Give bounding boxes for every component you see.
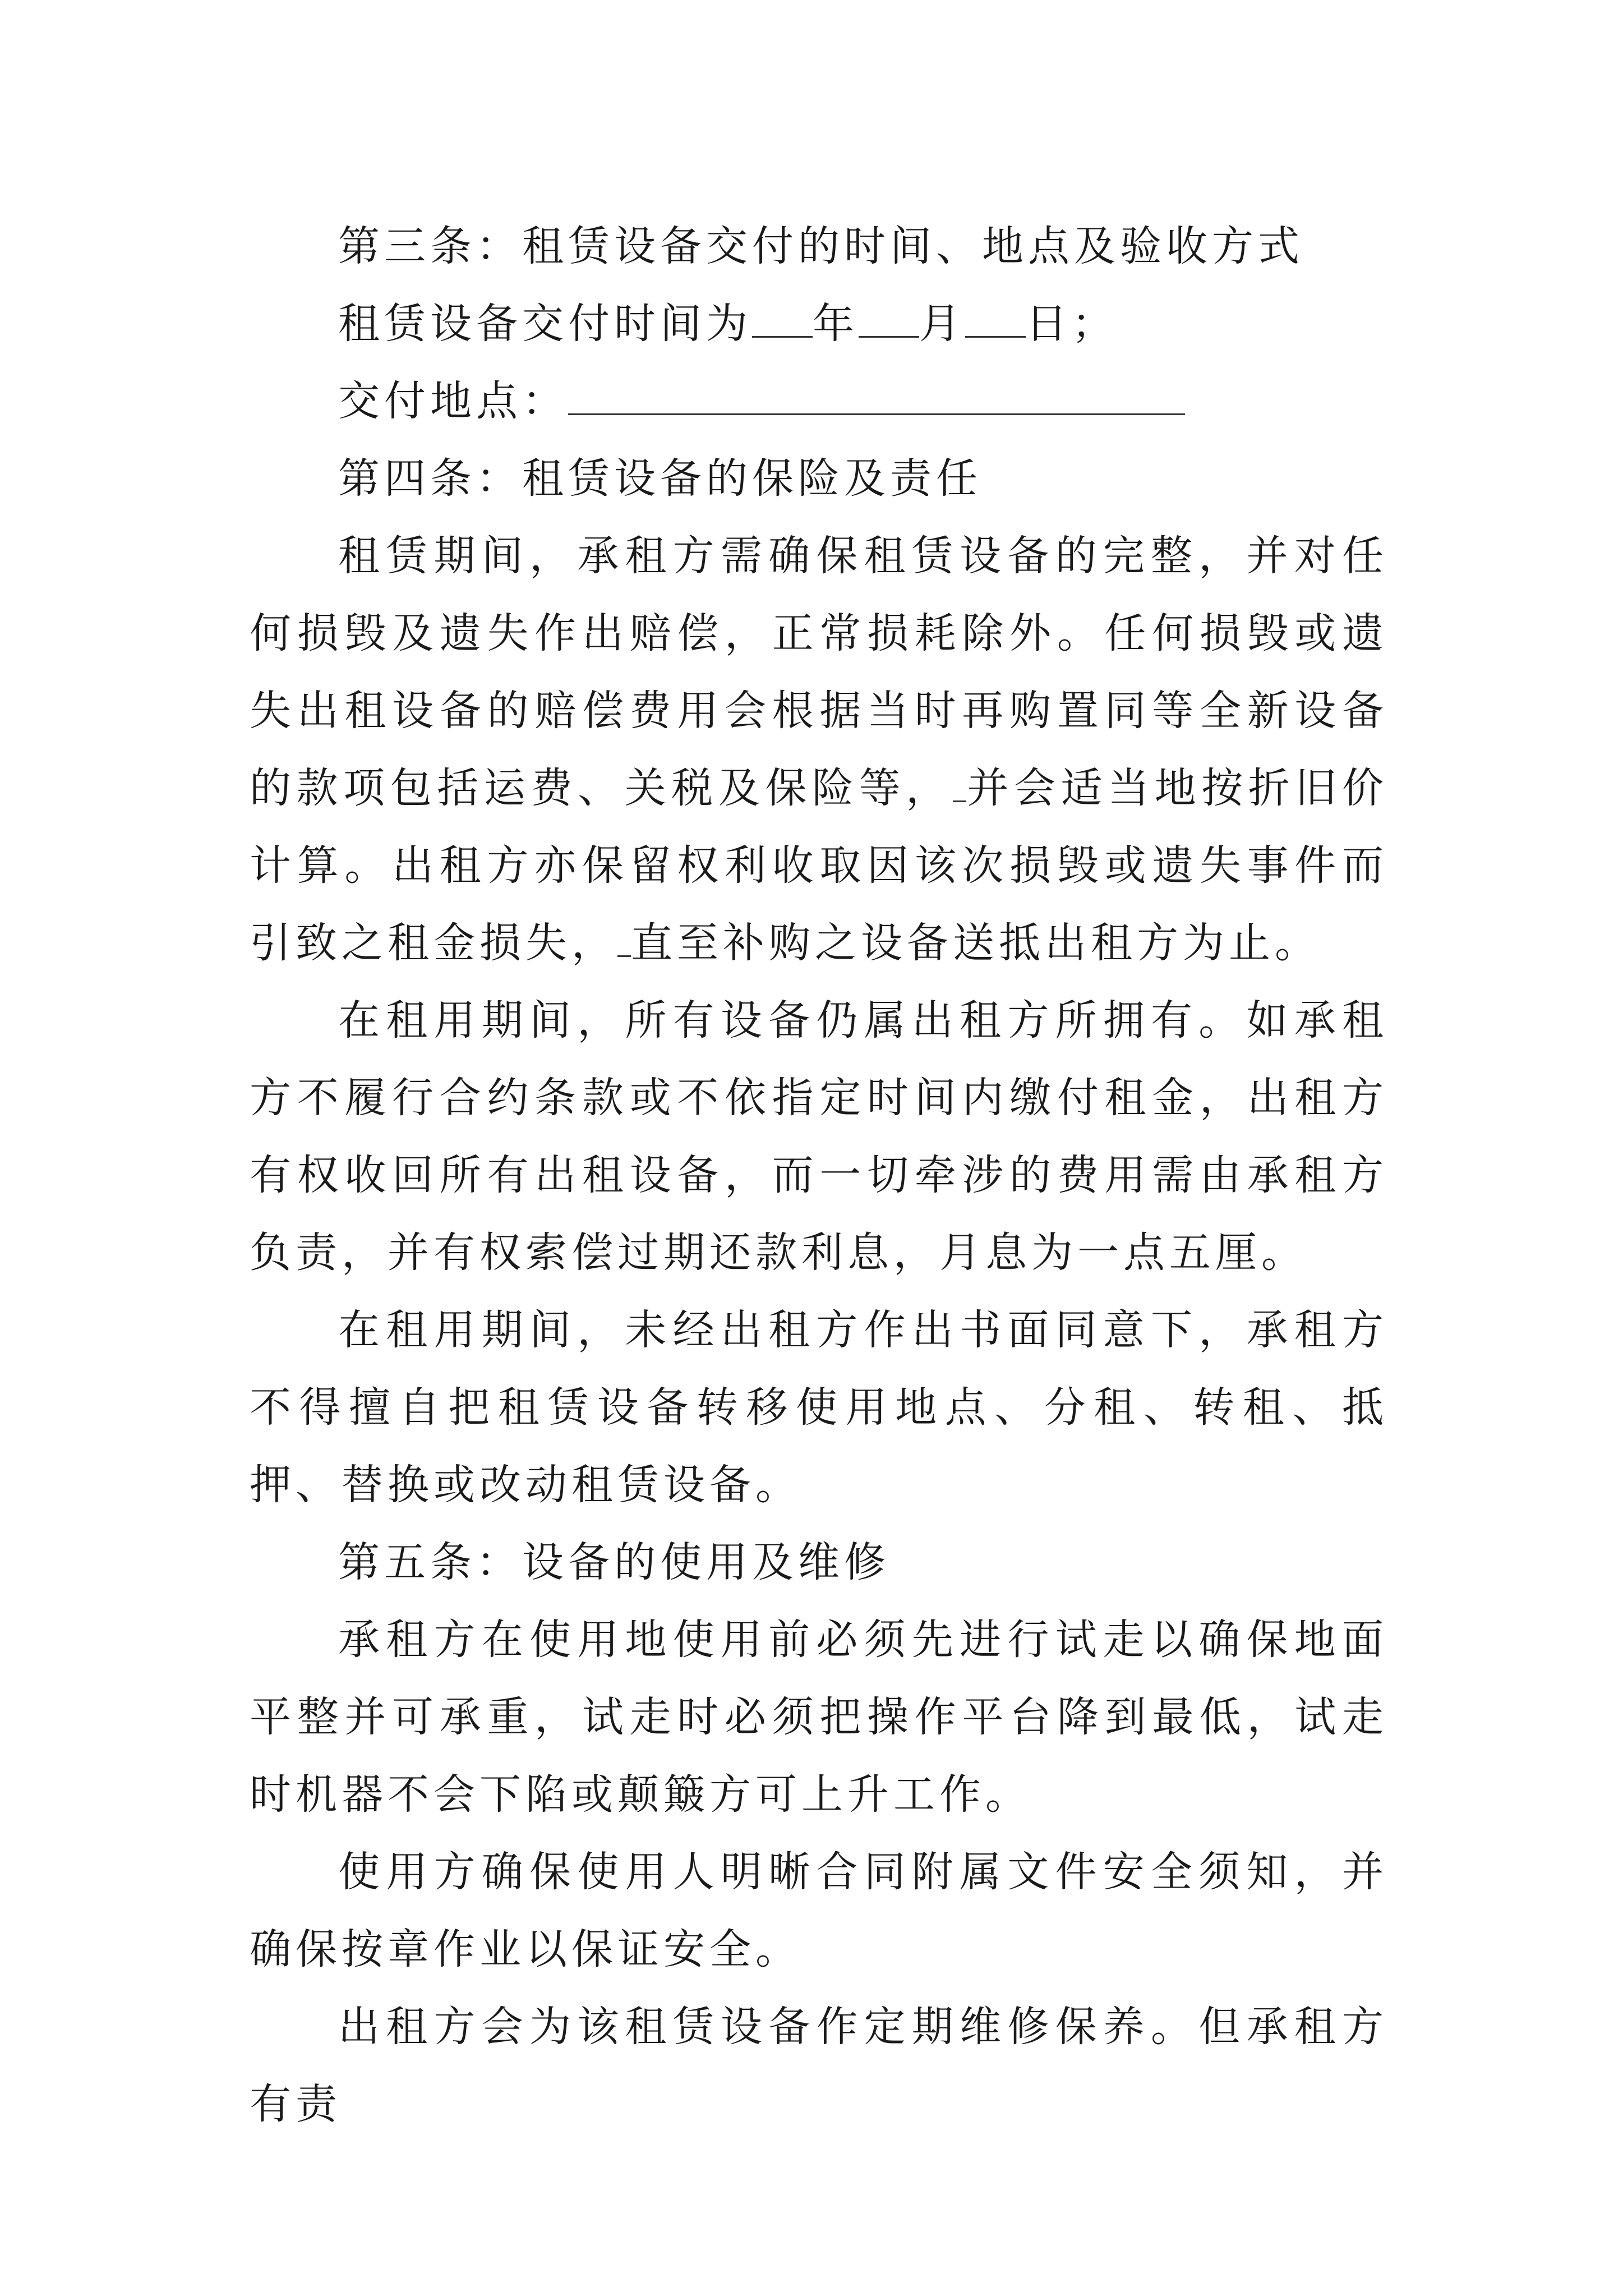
underscore-mark: [617, 922, 631, 957]
article4-paragraph-1: [250, 517, 1388, 982]
article4-heading: [250, 440, 1388, 517]
article4-p1-part3: 直至补购之设备送抵出租方为止。: [631, 919, 1321, 967]
delivery-time-line: [250, 285, 1388, 362]
document-body: [250, 208, 1388, 2143]
month-blank: [859, 302, 919, 338]
article5-paragraph-2: [250, 1833, 1388, 1988]
day-label: 日；: [1026, 300, 1118, 348]
article4-paragraph-2: [250, 982, 1388, 1291]
article4-heading-text: 第四条：租赁设备的保险及责任: [338, 454, 982, 503]
article4-paragraph-3: [250, 1291, 1388, 1524]
article4-p3-text: 在租用期间，未经出租方作出书面同意下，承租方不得擅自把租赁设备转移使用地点、分租、转租、抵押、替换或改动租赁设备。: [250, 1306, 1388, 1509]
article5-paragraph-1: [250, 1601, 1388, 1833]
article5-p3-text: 出租方会为该租赁设备作定期维修保养。但承租方有责: [250, 2003, 1388, 2128]
delivery-place-line: [250, 362, 1388, 440]
article4-p2-text: 在租用期间，所有设备仍属出租方所拥有。如承租方不履行合约条款或不依指定时间内缴付租金，出租方有权收回所有出租设备，而一切牵涉的费用需由承租方负责，并有权索偿过期还款利息，月息为一点五厘。: [250, 996, 1388, 1277]
article3-heading-text: 第三条：租赁设备交付的时间、地点及验收方式: [338, 222, 1304, 270]
article5-p1-text: 承租方在使用地使用前必须先进行试走以确保地面平整并可承重，试走时必须把操作平台降到最低，试走时机器不会下陷或颠簸方可上升工作。: [250, 1616, 1388, 1819]
underscore-mark: [953, 767, 966, 802]
article4-p1-part2: 并会适当地按折旧价计算。出租方亦保留权利收取因该次损毁或遗失事件而引致之租金损失，: [250, 764, 1388, 967]
article5-heading-text: 第五条：设备的使用及维修: [338, 1538, 890, 1586]
delivery-time-prefix: 租赁设备交付时间为: [338, 300, 752, 348]
delivery-place-blank: [568, 380, 1185, 415]
article5-heading: [250, 1524, 1388, 1601]
article5-p2-text: 使用方确保使用人明晰合同附属文件安全须知，并确保按章作业以保证安全。: [250, 1848, 1388, 1973]
article4-p1-part1: 租赁期间，承租方需确保租赁设备的完整，并对任何损毁及遗失作出赔偿，正常损耗除外。任何损毁或遗失出租设备的赔偿费用会根据当时再购置同等全新设备的款项包括运费、关税及保险等，: [250, 532, 1388, 812]
year-blank: [752, 302, 813, 338]
delivery-place-label: 交付地点：: [338, 377, 568, 425]
article5-paragraph-3: [250, 1988, 1388, 2143]
month-label: 月: [919, 300, 965, 348]
day-blank: [965, 302, 1026, 338]
year-label: 年: [813, 300, 859, 348]
article3-heading: [250, 208, 1388, 285]
